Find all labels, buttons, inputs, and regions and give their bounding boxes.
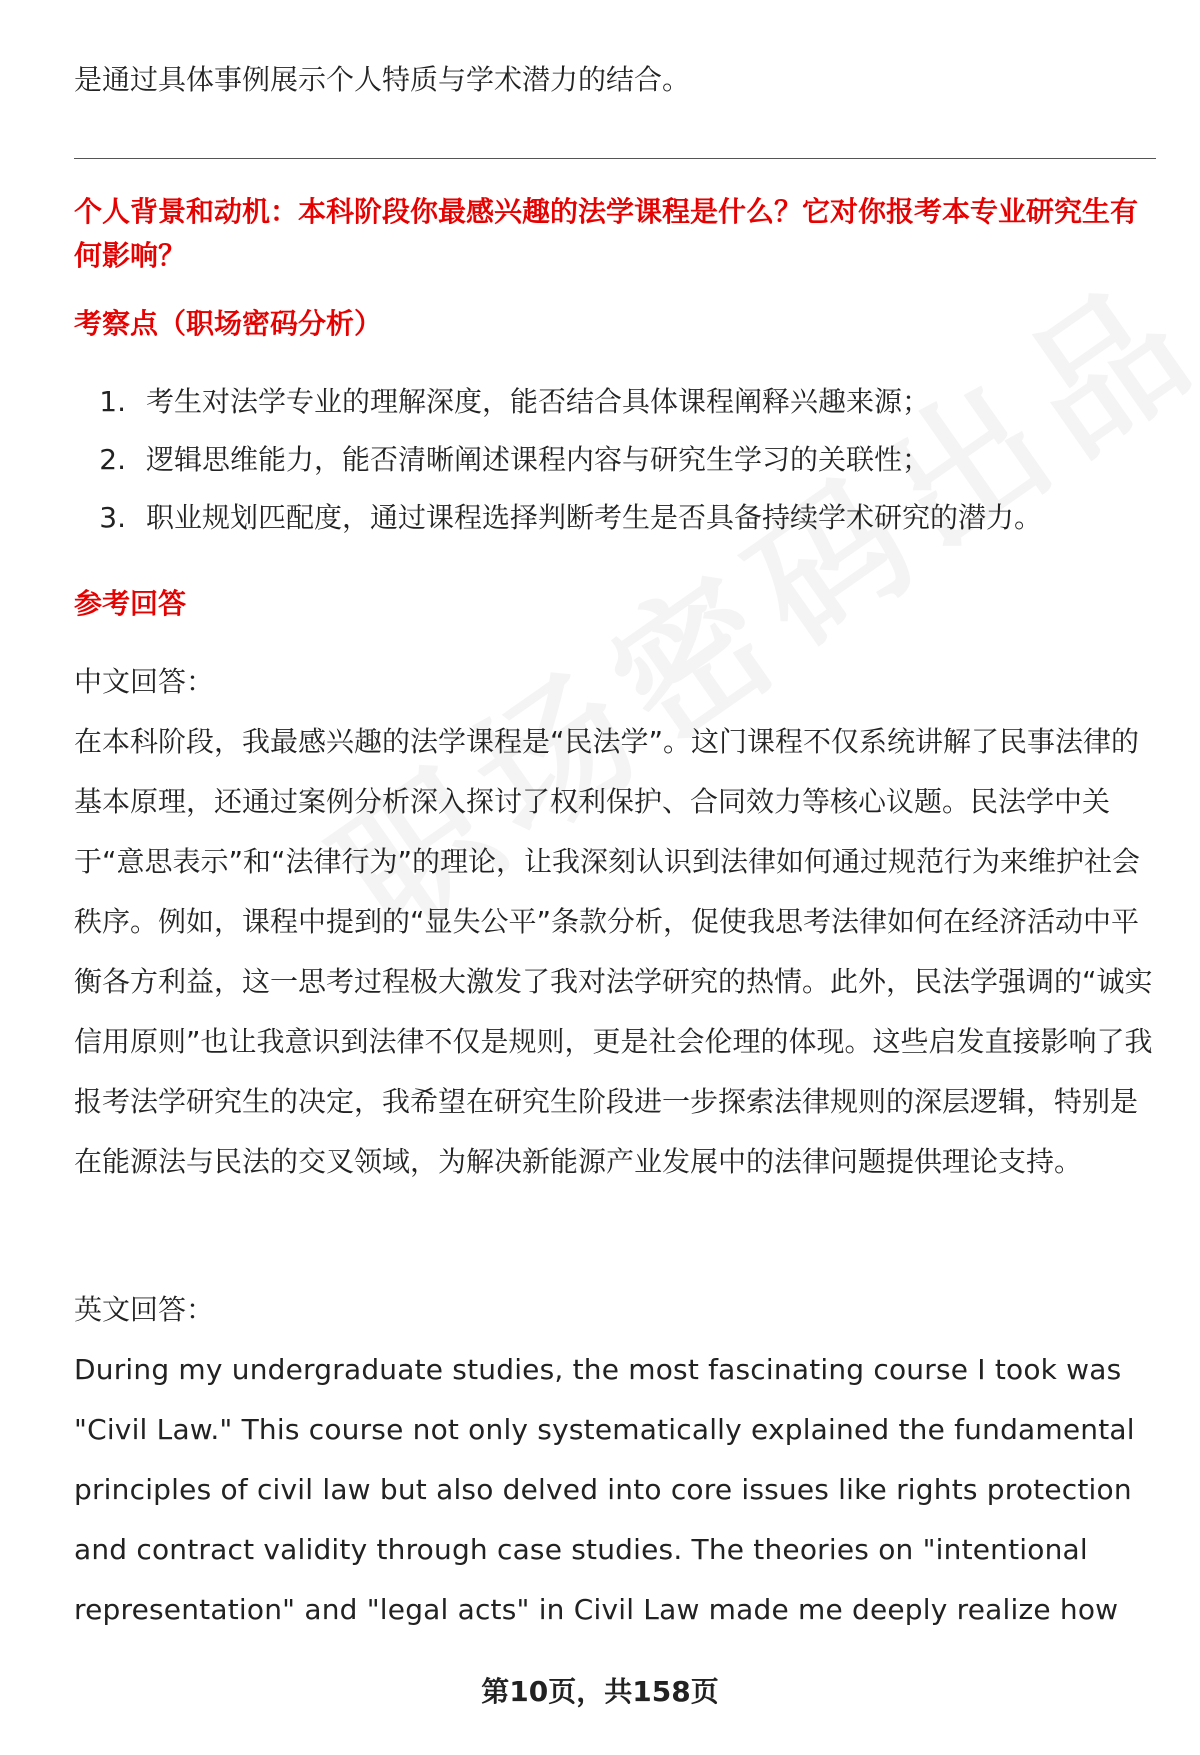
list-text: 考生对法学专业的理解深度，能否结合具体课程阐释兴趣来源；	[146, 385, 931, 418]
list-number: 2.	[99, 443, 126, 476]
section-divider	[74, 158, 1156, 159]
list-item	[74, 431, 1154, 489]
intro-tail-text: 是通过具体事例展示个人特质与学术潜力的结合。	[74, 63, 691, 96]
english-answer-label: 英文回答：	[74, 1293, 215, 1326]
answer-title: 参考回答	[74, 587, 187, 620]
list-text: 逻辑思维能力，能否清晰阐述课程内容与研究生学习的关联性；	[146, 443, 931, 476]
chinese-answer-paragraph: 在本科阶段，我最感兴趣的法学课程是“民法学”。这门课程不仅系统讲解了民事法律的基本原理，还通过案例分析深入探讨了权利保护、合同效力等核心议题。民法学中关于“意思表示”和“法律行为”的理论，让我深刻认识到法律如何通过规范行为来维护社会秩序。例如，课程中提到的“显失公平”条款分析，促使我思考法律如何在经济活动中平衡各方利益，这一思考过程极大激发了我对法学研究的热情。此外，民法学强调的“诚实信用原则”也让我意识到法律不仅是规则，更是社会伦理的体现。这些启发直接影响了我报考法学研究生的决定，我希望在研究生阶段进一步探索法律规则的深层逻辑，特别是在能源法与民法的交叉领域，为解决新能源产业发展中的法律问题提供理论支持。	[74, 725, 1153, 1178]
question-heading: 个人背景和动机：本科阶段你最感兴趣的法学课程是什么？它对你报考本专业研究生有何影响？	[74, 195, 1139, 272]
english-answer-paragraph: During my undergraduate studies, the most fascinating course I took was "Civil Law." This course not only systematically explained the fundamental principles of civil law but also delved into core issues like rights protection and contract validity through case studies. The theories on "intentional representation" and "legal acts" in Civil Law made me deeply realize how	[74, 1353, 1135, 1626]
list-text: 职业规划匹配度，通过课程选择判断考生是否具备持续学术研究的潜力。	[146, 501, 1043, 534]
page-number-footer: 第10页，共158页	[481, 1675, 719, 1708]
list-number: 1.	[99, 385, 126, 418]
points-title: 考察点（职场密码分析）	[74, 307, 383, 340]
list-item	[74, 373, 1154, 431]
points-list	[74, 373, 1154, 547]
list-number: 3.	[99, 501, 126, 534]
list-item	[74, 489, 1154, 547]
chinese-answer-label: 中文回答：	[74, 665, 215, 698]
